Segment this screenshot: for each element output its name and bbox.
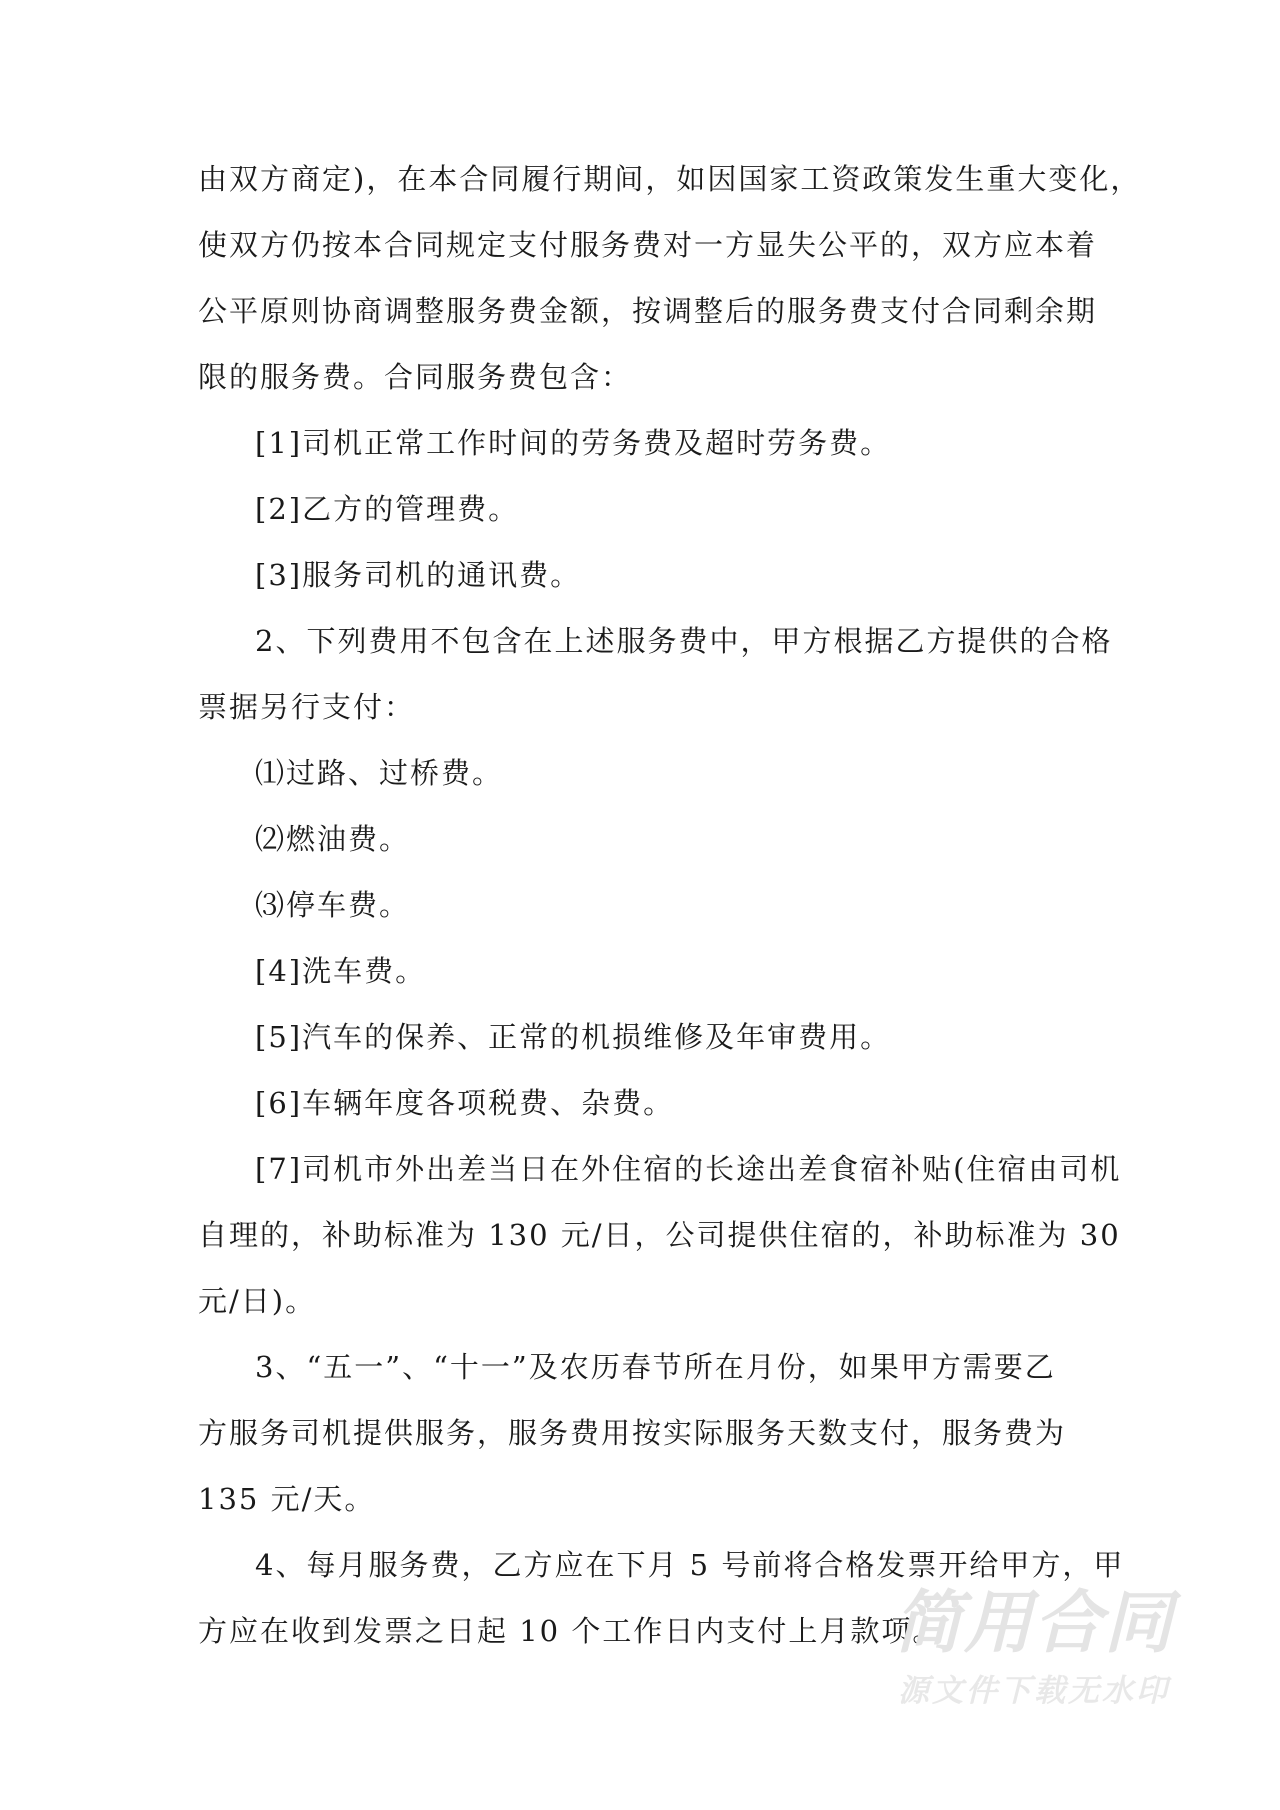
list-item: [6]车辆年度各项税费、杂费。	[255, 1086, 675, 1120]
text-line: 135 元/天。	[198, 1482, 376, 1516]
text-line: 票据另行支付：	[198, 690, 416, 724]
clause-heading: 2、下列费用不包含在上述服务费中，甲方根据乙方提供的合格	[255, 624, 1113, 658]
list-item: [3]服务司机的通讯费。	[255, 558, 582, 592]
list-item: ⑵燃油费。	[255, 822, 411, 856]
text-line: 自理的，补助标准为 130 元/日，公司提供住宿的，补助标准为 30	[198, 1218, 1121, 1252]
list-item: ⑴过路、过桥费。	[255, 756, 504, 790]
text-line: 由双方商定)，在本合同履行期间，如因国家工资政策发生重大变化，	[198, 162, 1142, 196]
list-item: [1]司机正常工作时间的劳务费及超时劳务费。	[255, 426, 892, 460]
list-item: [7]司机市外出差当日在外住宿的长途出差食宿补贴(住宿由司机	[255, 1152, 1122, 1186]
text-line: 限的服务费。合同服务费包含：	[198, 360, 633, 394]
list-item: ⑶停车费。	[255, 888, 411, 922]
list-item: [2]乙方的管理费。	[255, 492, 520, 526]
text-line: 元/日)。	[198, 1284, 317, 1318]
contract-body-text	[198, 146, 1142, 1664]
text-line: 方服务司机提供服务，服务费用按实际服务天数支付，服务费为	[198, 1416, 1067, 1450]
text-line: 公平原则协商调整服务费金额，按调整后的服务费支付合同剩余期	[198, 294, 1098, 328]
list-item: [4]洗车费。	[255, 954, 427, 988]
watermark-subtitle: 源文件下载无水印	[898, 1673, 1170, 1709]
text-line: 使双方仍按本合同规定支付服务费对一方显失公平的，双方应本着	[198, 228, 1098, 262]
watermark-logo-text: 简用合同	[893, 1584, 1174, 1663]
text-line: 方应在收到发票之日起 10 个工作日内支付上月款项。	[198, 1614, 944, 1648]
clause-heading: 4、每月服务费，乙方应在下月 5 号前将合格发票开给甲方，甲	[255, 1548, 1125, 1582]
list-item: [5]汽车的保养、正常的机损维修及年审费用。	[255, 1020, 892, 1054]
clause-heading: 3、“五一”、“十一”及农历春节所在月份，如果甲方需要乙	[255, 1350, 1056, 1384]
